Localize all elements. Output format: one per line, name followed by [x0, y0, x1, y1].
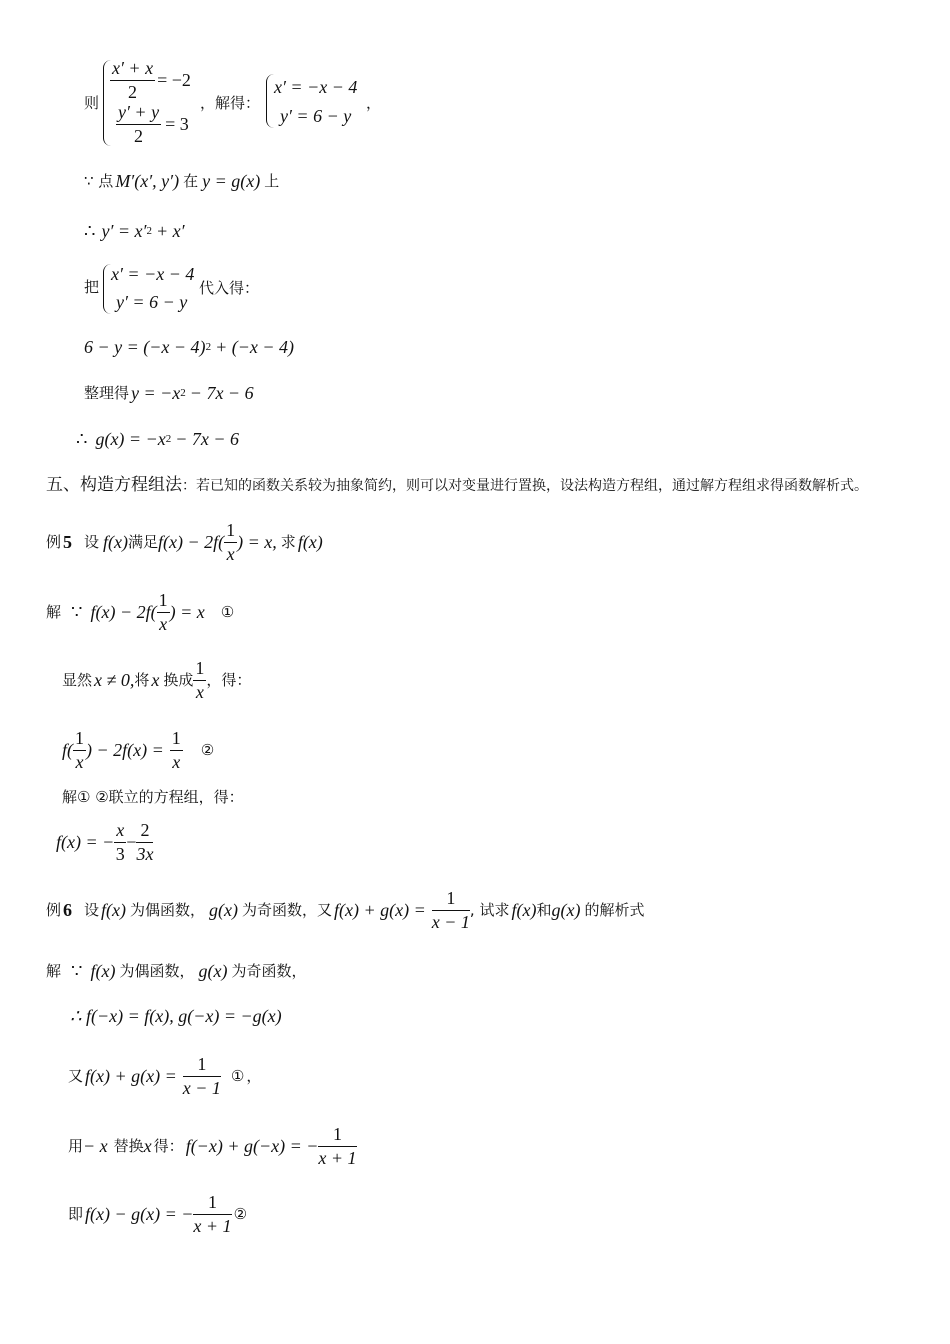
solution-5-eq2: f( $\frac{1}{x}$ ) − 2f(x) = $\frac{1}{x}$ ② [62, 728, 215, 772]
parity-relations: ∴ f(−x) = f(x), g(−x) = −g(x) [70, 1006, 282, 1026]
sub-x: x′ = −x − 4 [111, 264, 195, 284]
solution-5-result: f(x) = − $\frac{x}{3}$ − $\frac{2}{3x}$ [56, 820, 154, 864]
comma: ， [366, 94, 382, 112]
replace-x-line: 显然 x ≠ 0, 将 x 换成 $\frac{1}{x}$ ，得： [62, 658, 252, 702]
then-label: 则 [84, 94, 100, 112]
system-eq-2: $\frac{y' + y}{2}$ = 3 [118, 102, 189, 146]
substitute-label: 代入得： [199, 279, 260, 297]
put-label: 把 [84, 278, 100, 296]
solution-6-eq3: 即 f(x) − g(x) = − $\frac{1}{x + 1}$ ② [68, 1192, 248, 1236]
combine-text: 解① ②联立的方程组，得： [62, 788, 244, 806]
solution-5-eq1: 解 ∵ f(x) − 2f( $\frac{1}{x}$ ) = x ① [46, 590, 235, 634]
system-eq-1: $\frac{x' + x}{2}$ = −2 [112, 58, 191, 102]
substitution-line: ∴ y′ = x′ 2 + x′ [84, 221, 185, 241]
solve-label: ，解得： [200, 94, 261, 112]
solution-6-eq1: 又 f(x) + g(x) = $\frac{1}{x - 1}$ ① ， [68, 1054, 262, 1098]
simplified-equation: 整理得 y = −x 2 − 7x − 6 [84, 383, 254, 403]
g-result: ∴ g(x) = −x 2 − 7x − 6 [76, 429, 240, 449]
solution-6-intro: 解 ∵ f(x) 为偶函数， g(x) 为奇函数， [46, 961, 307, 981]
sub-brace [103, 264, 111, 314]
solution-y: y′ = 6 − y [280, 106, 352, 126]
sub-y: y′ = 6 − y [116, 292, 188, 312]
solution-6-eq2: 用 − x 替换 x 得： f(−x) + g(−x) = − $\frac{1}{x + 1}$ [68, 1124, 357, 1168]
expanded-equation: 6 − y = (−x − 4) 2 + (−x − 4) [84, 337, 294, 357]
example-6: 例 6 设 f(x) 为偶函数， g(x) 为奇函数，又 f(x) + g(x) = $\frac{1}{x - 1}$ , 试求 f(x) 和 g(x) 的解析式 [46, 888, 645, 932]
example-5: 例 5 设 f(x) 满足 f(x) − 2f( $\frac{1}{x}$ ) = x, 求 f(x) [46, 520, 323, 564]
solution-brace [266, 74, 274, 128]
section-5-heading: 五、构造方程组法 ：若已知的函数关系较为抽象简约，则可以对变量进行置换，设法构造方程组，通过解方程组求得函数解析式。 [46, 475, 868, 495]
point-on-curve-line: ∵ 点 M′(x′, y′) 在 y = g(x) 上 [84, 171, 280, 191]
solution-x: x′ = −x − 4 [274, 77, 358, 97]
